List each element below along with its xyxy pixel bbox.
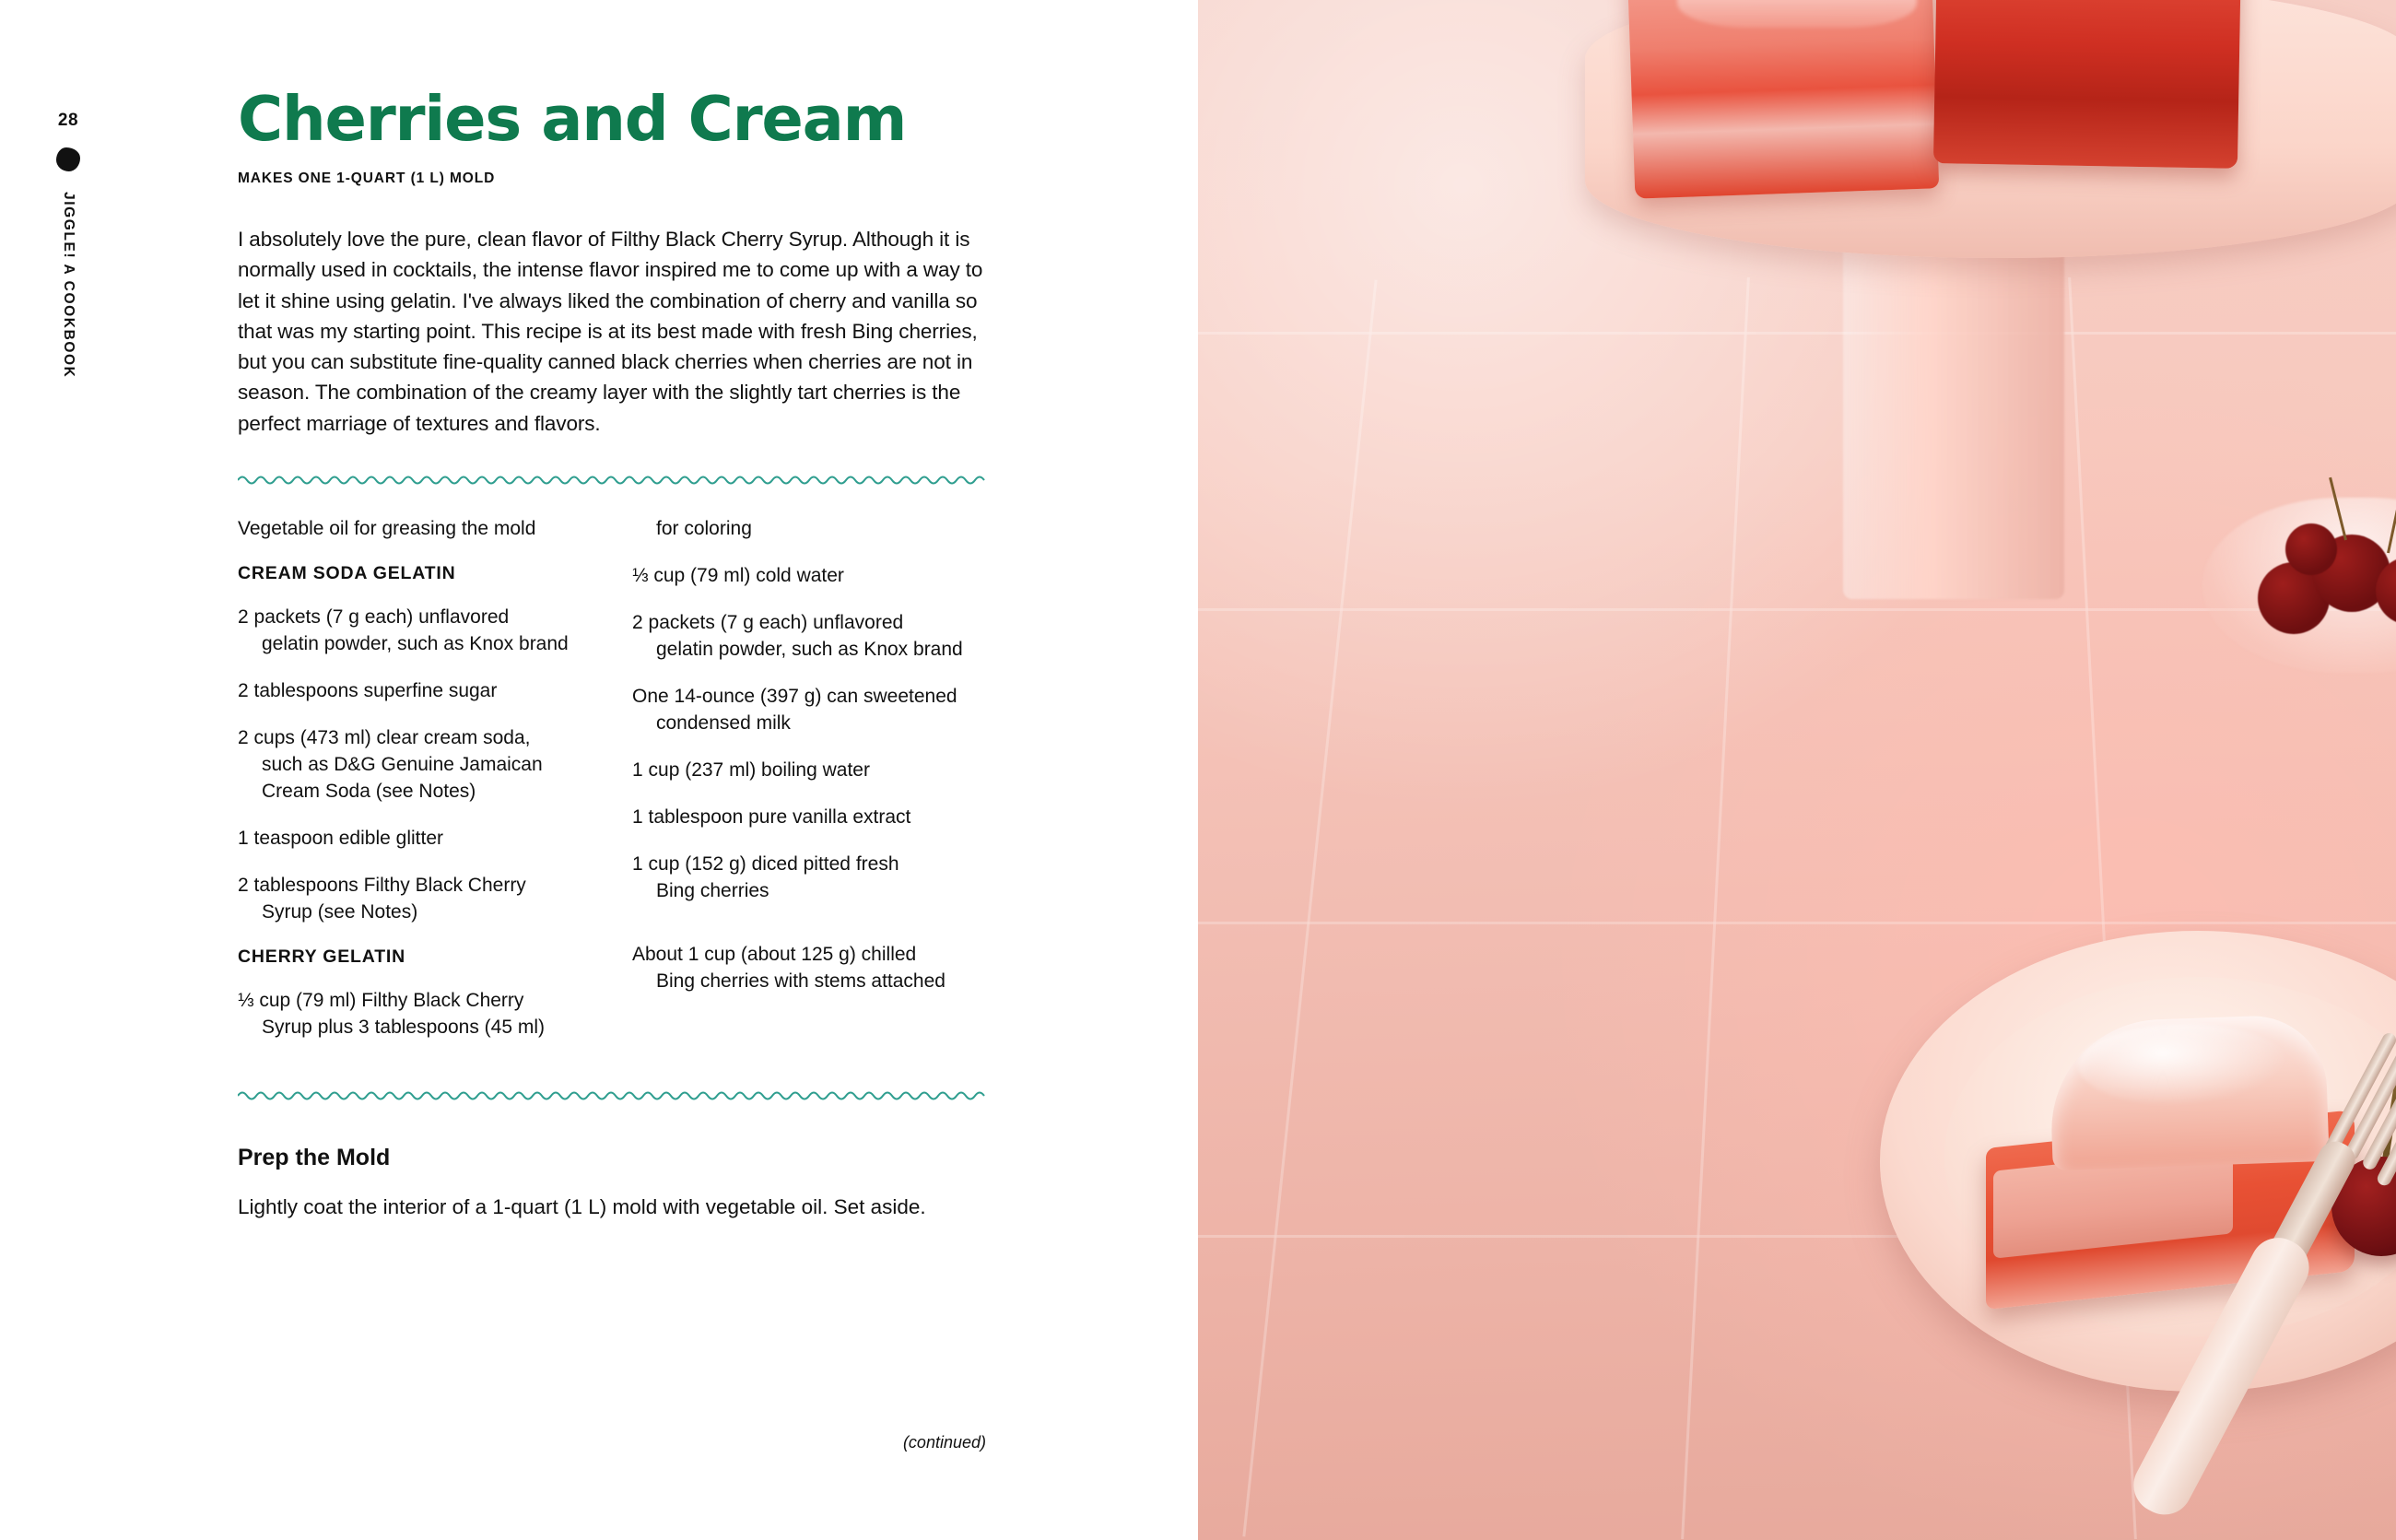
ingredient-main: ⅓ cup (79 ml) cold water bbox=[632, 565, 844, 587]
list-item bbox=[238, 678, 586, 705]
list-item bbox=[238, 988, 586, 1041]
ingredient-cont: gelatin powder, such as Knox brand bbox=[262, 633, 569, 655]
blob-ornament-icon bbox=[56, 147, 80, 171]
list-item bbox=[632, 516, 986, 543]
gelatin-slice-on-stand-right bbox=[1933, 0, 2241, 169]
ingredient-cont: Bing cherries bbox=[656, 879, 769, 901]
wavy-divider-top-icon bbox=[238, 474, 986, 487]
ingredient-main: 1 cup (237 ml) boiling water bbox=[632, 758, 870, 781]
cream-layer bbox=[2048, 1014, 2329, 1170]
cream-soda-layer bbox=[1993, 1146, 2233, 1258]
cake-stand-pedestal bbox=[1843, 212, 2064, 599]
sugar-frosting-highlight bbox=[1677, 0, 1917, 28]
ingredient-main: 2 packets (7 g each) unflavored bbox=[632, 612, 904, 634]
recipe-yield: MAKES ONE 1-QUART (1 L) MOLD bbox=[238, 170, 496, 186]
recipe-intro: I absolutely love the pure, clean flavor of Filthy Black Cherry Syrup. Although it is normally used in cocktails, the intense flavor inspired me to come up with a way to let it shine using gelatin. I've always liked the combination of cherry and vanilla so that was my starting point. This recipe is at its best made with fresh Bing cherries, but you can substitute fine-quality canned black cherries when cherries are not in season. The combination of the creamy layer with the slightly tart cherries is the perfect marriage of textures and flavors. bbox=[238, 228, 983, 435]
gelatin-slice-on-stand-left bbox=[1627, 0, 1940, 199]
ingredient-main: ⅓ cup (79 ml) Filthy Black Cherry bbox=[238, 989, 524, 1011]
ingredient-main: About 1 cup (about 125 g) chilled bbox=[632, 943, 917, 965]
method-body: Lightly coat the interior of a 1-quart (1 L) mold with vegetable oil. Set aside. bbox=[238, 1195, 926, 1219]
ingredient-main: 1 cup (152 g) diced pitted fresh bbox=[632, 852, 899, 875]
continued-note: (continued) bbox=[902, 1433, 986, 1452]
page-number: 28 bbox=[57, 111, 79, 130]
method-heading: Prep the Mold bbox=[238, 1144, 391, 1170]
ingredients-subhead-cream-soda: CREAM SODA GELATIN bbox=[238, 563, 456, 584]
serving-plate-well bbox=[1944, 977, 2396, 1336]
running-head: JIGGLE! A COOKBOOK bbox=[61, 192, 76, 379]
list-item bbox=[238, 725, 586, 805]
dessert-photograph bbox=[1198, 0, 2396, 1540]
tile-grout-lines bbox=[1198, 276, 2396, 1540]
ingredient-main: 2 packets (7 g each) unflavored bbox=[238, 606, 510, 629]
ingredient-cont: Syrup plus 3 tablespoons (45 ml) bbox=[262, 1016, 545, 1038]
serving-plate bbox=[1880, 931, 2396, 1392]
cherry-stem bbox=[2380, 1032, 2396, 1170]
glass-cherry-bowl bbox=[2202, 498, 2396, 673]
list-item bbox=[238, 873, 586, 926]
page-runner bbox=[41, 111, 96, 378]
list-item bbox=[632, 805, 986, 831]
list-item bbox=[632, 563, 986, 590]
list-item bbox=[238, 605, 586, 658]
ingredient-cont: for coloring bbox=[656, 518, 752, 540]
ingredient-main: One 14-ounce (397 g) can sweetened bbox=[632, 685, 957, 707]
ingredient-cont: Bing cherries with stems attached bbox=[656, 970, 945, 992]
list-item bbox=[632, 758, 986, 784]
ingredients-subhead-cherry-gelatin: CHERRY GELATIN bbox=[238, 946, 406, 967]
ingredient-cont: Syrup (see Notes) bbox=[262, 900, 418, 923]
gelatin-slice-plated bbox=[1986, 1018, 2373, 1286]
ingredient-main: 2 tablespoons superfine sugar bbox=[238, 679, 498, 701]
ingredient-main: 2 tablespoons Filthy Black Cherry bbox=[238, 874, 526, 896]
recipe-content bbox=[238, 83, 986, 1243]
page-title: Cherries and Cream bbox=[238, 83, 907, 155]
ingredient-cont: condensed milk bbox=[656, 711, 791, 734]
ingredient-lead-in: Vegetable oil for greasing the mold bbox=[238, 518, 536, 540]
ingredient-main: 2 cups (473 ml) clear cream soda, bbox=[238, 726, 531, 748]
ingredient-cont: such as D&G Genuine Jamaican Cream Soda (see Notes) bbox=[262, 753, 543, 802]
list-item bbox=[632, 852, 986, 905]
list-item bbox=[238, 826, 586, 852]
garnish-cherry bbox=[2331, 1157, 2396, 1256]
cherry-cluster bbox=[2249, 516, 2396, 636]
glitter-highlight bbox=[2078, 1024, 2290, 1107]
wavy-divider-bottom-icon bbox=[238, 1089, 986, 1102]
cherry-gelatin-layer bbox=[1986, 1110, 2355, 1310]
ingredients-columns bbox=[238, 516, 986, 1062]
list-item bbox=[632, 684, 986, 737]
ingredients-column-left bbox=[238, 516, 612, 1062]
ingredient-cont: gelatin powder, such as Knox brand bbox=[656, 638, 963, 660]
ingredient-main: 1 teaspoon edible glitter bbox=[238, 827, 443, 849]
ingredients-column-right bbox=[612, 516, 986, 1062]
cake-stand-plate bbox=[1585, 0, 2396, 258]
list-item bbox=[632, 610, 986, 664]
list-item bbox=[632, 942, 986, 995]
photo-page bbox=[1198, 0, 2396, 1540]
ingredient-main: 1 tablespoon pure vanilla extract bbox=[632, 805, 911, 828]
